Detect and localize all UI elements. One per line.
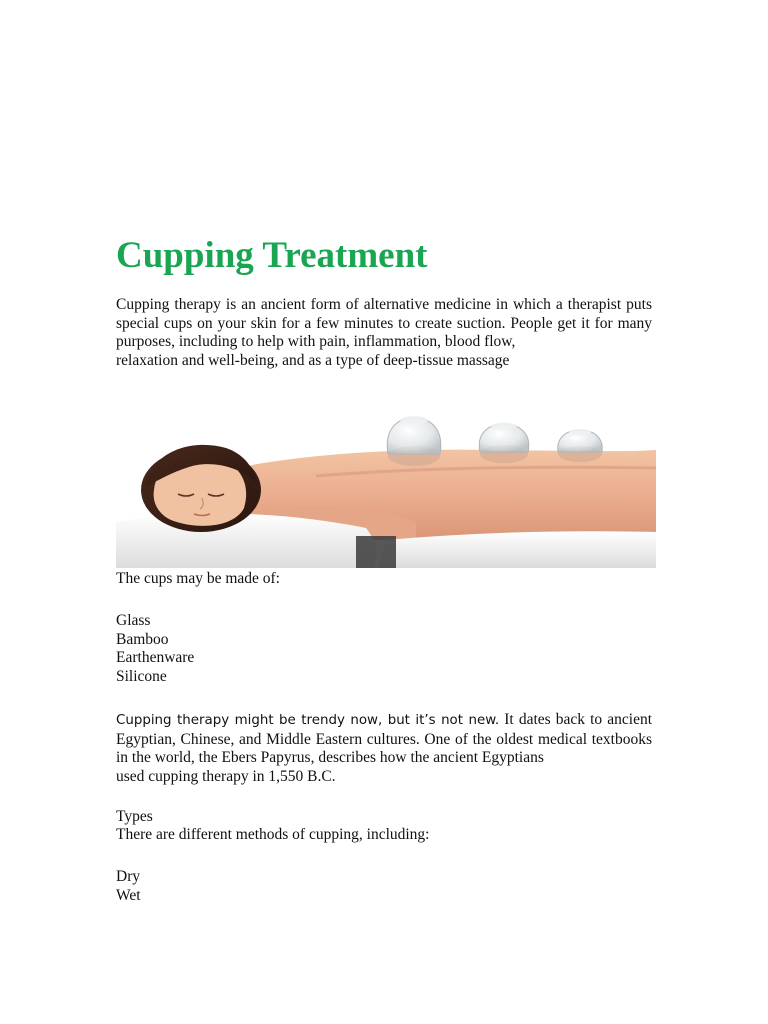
page-title: Cupping Treatment: [116, 235, 428, 276]
list-item: Silicone: [116, 667, 167, 685]
intro-line: relaxation and well-being, and as a type of deep-tissue massage: [116, 351, 510, 369]
list-item: Wet: [116, 886, 141, 904]
intro-line: Cupping therapy is an ancient form of alternative medicine in which a therapist: [116, 296, 622, 313]
list-item: Dry: [116, 868, 141, 885]
history-line: Egyptian, Chinese, and Middle Eastern cultures. One of the oldest medical: [116, 730, 588, 748]
cups-intro: The cups may be made of:: [116, 570, 280, 587]
types-intro: There are different methods of cupping, including:: [116, 826, 430, 843]
history-line: textbooks in the world, the Ebers Papyrus, describes how the ancient Egyptians: [116, 730, 652, 766]
intro-line: puts special cups on your skin for a few minutes to create suction. People get it: [116, 296, 652, 332]
list-item: Glass: [116, 612, 151, 629]
cupping-methods-list: [116, 868, 141, 905]
list-item: Bamboo: [116, 630, 169, 648]
history-paragraph: [116, 711, 652, 786]
history-line: It dates back to ancient: [499, 711, 653, 728]
intro-paragraph: [116, 296, 652, 370]
types-heading: Types: [116, 808, 153, 825]
intro-line: for many purposes, including to help with pain, inflammation, blood flow,: [116, 314, 652, 350]
history-lead: Cupping therapy might be trendy now, but it’s not new.: [116, 713, 500, 728]
list-item: Earthenware: [116, 649, 195, 666]
history-line: used cupping therapy in 1,550 B.C.: [116, 767, 336, 785]
cupping-photo: [116, 390, 656, 568]
cup-materials-list: [116, 612, 194, 686]
